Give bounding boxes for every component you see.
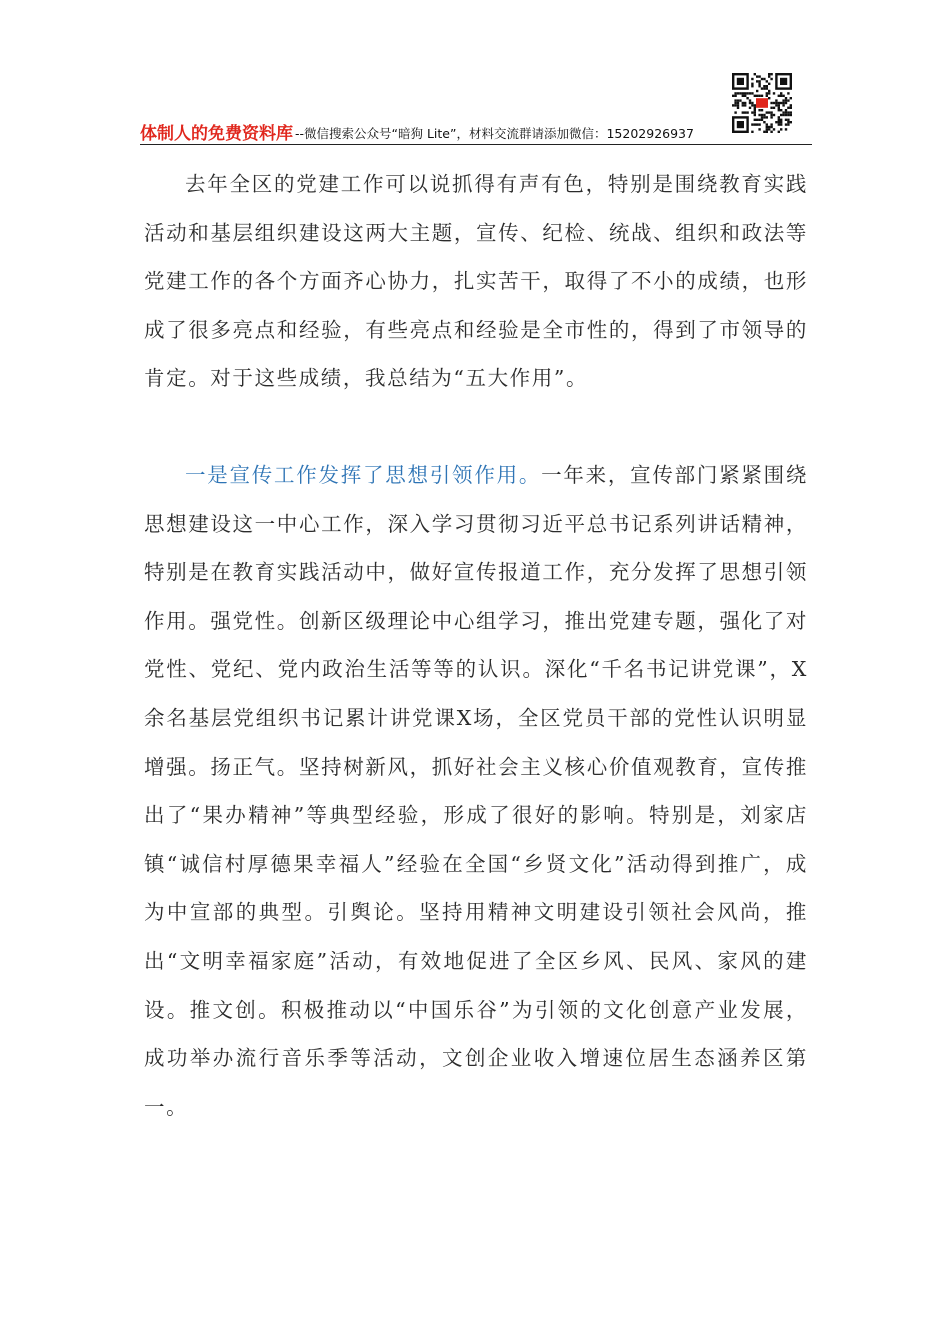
paragraph-lead-heading: 一是宣传工作发挥了思想引领作用。 [185,462,542,487]
header-note: --微信搜索公众号“暗狗 Lite”，材料交流群请添加微信：15202926937 [295,126,694,141]
qr-code-graphic [732,73,792,133]
brand-title: 体制人的免费资料库 [140,124,293,144]
page-header [140,120,812,146]
paragraph-text: 一年来，宣传部门紧紧围绕思想建设这一中心工作，深入学习贯彻习近平总书记系列讲话精神，特别是在教育实践活动中，做好宣传报道工作，充分发挥了思想引领作用。强党性。创新区级理论中心组学习，推出党建专题，强化了对党性、党纪、党内政治生活等等的认识。深化“千名书记讲党课”，X余名基层党组织书记累计讲党课X场，全区党员干部的党性认识明显增强。扬正气。坚持树新风，抓好社会主义核心价值观教育，宣传推出了“果办精神”等典型经验，形成了很好的影响。特别是，刘家店镇“诚信村厚德果幸福人”经验在全国“乡贤文化”活动得到推广，成为中宣部的典型。引舆论。坚持用精神文明建设引领社会风尚，推出“文明幸福家庭”活动，有效地促进了全区乡风、民风、家风的建设。推文创。积极推动以“中国乐谷”为引领的文化创意产业发展，成功举办流行音乐季等活动，文创企业收入增速位居生态涵养区第一。 [144,462,808,1119]
paragraph-intro [144,160,808,403]
paragraph-propaganda [144,451,808,1131]
paragraph-text: 去年全区的党建工作可以说抓得有声有色，特别是围绕教育实践活动和基层组织建设这两大主题，宣传、纪检、统战、组织和政法等党建工作的各个方面齐心协力，扎实苦干，取得了不小的成绩，也形成了很多亮点和经验，有些亮点和经验是全市性的，得到了市领导的肯定。对于这些成绩，我总结为“五大作用”。 [144,172,808,391]
header-divider [140,144,812,145]
document-body [144,160,808,1131]
qr-code-icon [732,73,792,133]
